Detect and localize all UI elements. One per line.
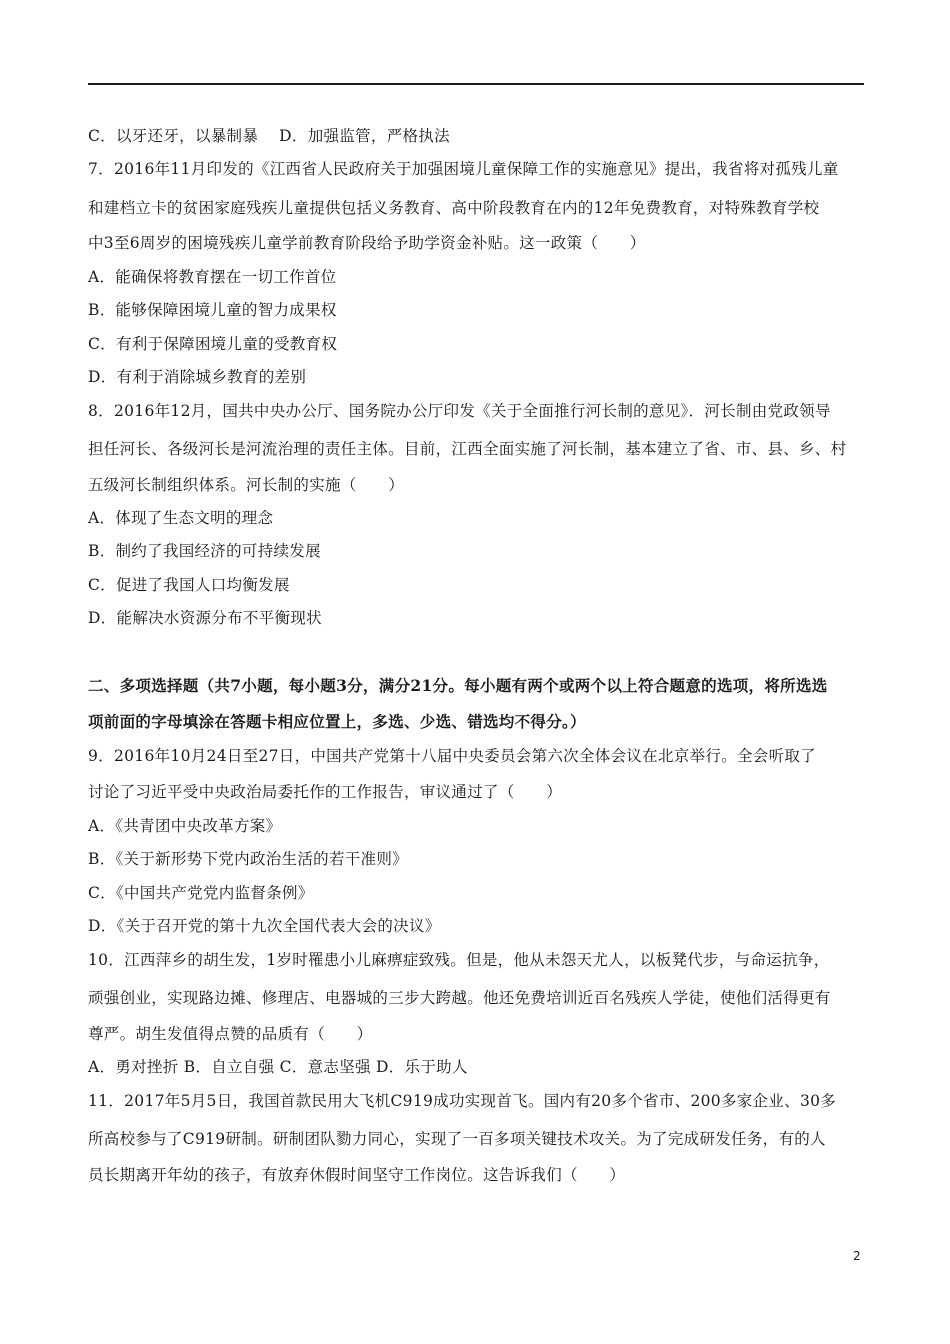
q8-option-c: C．促进了我国人口均衡发展 <box>88 576 290 594</box>
q7-option-c: C．有利于保障困境儿童的受教育权 <box>88 335 338 353</box>
page-number: 2 <box>853 1249 861 1263</box>
q11-stem-line1: 11．2017年5月5日，我国首款民用大飞机C919成功实现首飞。国内有20多个省市、200多家企业、30多 <box>88 1092 837 1110</box>
q8-option-b: B．制约了我国经济的可持续发展 <box>88 542 321 560</box>
q7-option-a: A．能确保将教育摆在一切工作首位 <box>88 268 337 286</box>
q11-stem-line2: 所高校参与了C919研制。研制团队勠力同心，实现了一百多项关键技术攻关。为了完成研发任务，有的人 <box>88 1130 826 1148</box>
q7-option-b: B．能够保障困境儿童的智力成果权 <box>88 301 337 319</box>
header-rule <box>88 83 864 85</box>
q9-option-d: D．《关于召开党的第十九次全国代表大会的决议》 <box>88 917 441 935</box>
q10-options: A．勇对挫折 B．自立自强 C．意志坚强 D．乐于助人 <box>88 1058 468 1076</box>
q10-stem-line2: 顽强创业，实现路边摊、修理店、电器城的三步大跨越。他还免费培训近百名残疾人学徒，使他们活得更有 <box>88 989 831 1007</box>
q10-stem-line1: 10．江西萍乡的胡生发，1岁时罹患小儿麻痹症致残。但是，他从未怨天尤人，以板凳代步，与命运抗争， <box>88 951 830 969</box>
q8-option-a: A．体现了生态文明的理念 <box>88 509 274 527</box>
q8-stem-line2: 担任河长、各级河长是河流治理的责任主体。目前，江西全面实施了河长制，基本建立了省、市、县、乡、村 <box>88 440 847 458</box>
q8-stem-line3: 五级河长制组织体系。河长制的实施（ ） <box>88 476 405 494</box>
q11-stem-line3: 员长期离开年幼的孩子，有放弃休假时间坚守工作岗位。这告诉我们（ ） <box>88 1166 626 1184</box>
q7-stem-line3: 中3至6周岁的困境残疾儿童学前教育阶段给予助学资金补贴。这一政策（ ） <box>88 234 646 252</box>
q10-stem-line3: 尊严。胡生发值得点赞的品质有（ ） <box>88 1025 373 1043</box>
q7-stem-line1: 7．2016年11月印发的《江西省人民政府关于加强困境儿童保障工作的实施意见》提出，我省将对孤残儿童 <box>88 160 839 178</box>
q7-stem-line2: 和建档立卡的贫困家庭残疾儿童提供包括义务教育、高中阶段教育在内的12年免费教育，对特殊教育学校 <box>88 199 820 217</box>
q6-option-cd: C．以牙还牙，以暴制暴 D．加强监管，严格执法 <box>88 127 450 145</box>
section-heading-line2: 项前面的字母填涂在答题卡相应位置上，多选、少选、错选均不得分。） <box>88 712 586 731</box>
q9-stem-line2: 讨论了习近平受中央政治局委托作的工作报告，审议通过了（ ） <box>88 783 563 801</box>
q9-option-a: A．《共青团中央改革方案》 <box>88 817 282 835</box>
q7-option-d: D．有利于消除城乡教育的差别 <box>88 368 307 386</box>
q8-stem-line1: 8．2016年12月，国共中央办公厅、国务院办公厅印发《关于全面推行河长制的意见》．河长制由党政领导 <box>88 402 831 420</box>
section-heading-line1: 二、多项选择题（共7小题，每小题3分，满分21分。每小题有两个或两个以上符合题意的选项，将所选选 <box>88 676 828 695</box>
q9-option-c: C．《中国共产党党内监督条例》 <box>88 884 314 902</box>
q9-stem-line1: 9．2016年10月24日至27日，中国共产党第十八届中央委员会第六次全体会议在北京举行。全会听取了 <box>88 747 816 765</box>
q9-option-b: B．《关于新形势下党内政治生活的若干准则》 <box>88 850 408 868</box>
q8-option-d: D．能解决水资源分布不平衡现状 <box>88 609 322 627</box>
